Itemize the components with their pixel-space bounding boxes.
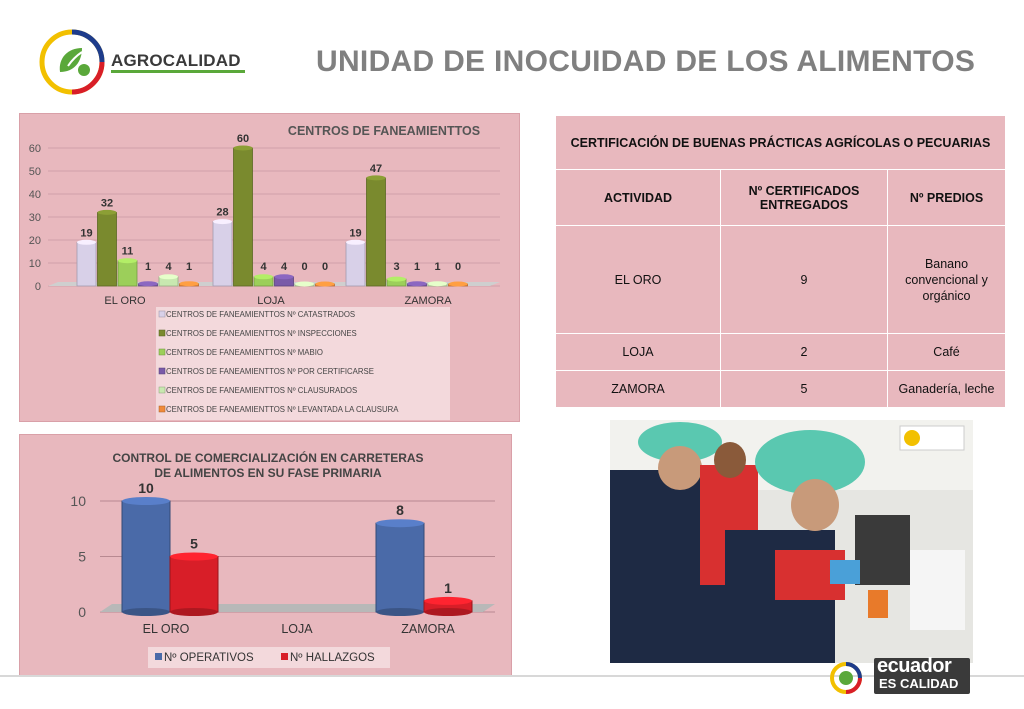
certification-table: [555, 115, 1006, 408]
chart1-y-tick-label: 40: [28, 189, 41, 201]
chart2-y-tick-label: 10: [70, 493, 86, 509]
chart2-bar-base: [122, 608, 170, 616]
table-header-predios: Nº PREDIOS: [888, 170, 1006, 226]
chart1-data-label: 32: [100, 197, 114, 210]
chart1-legend-label: CENTROS DE FANEAMIENTTOS Nº POR CERTIFICARSE: [166, 367, 374, 376]
logo-text: AGROCALIDAD: [111, 51, 241, 70]
chart1-y-tick-label: 50: [28, 166, 41, 178]
lab-inspection-photo: [610, 420, 973, 663]
chart2-bar-cap: [170, 553, 218, 561]
chart1-category-label: EL ORO: [104, 295, 146, 307]
predios-text: Banano convencional y orgánico: [905, 256, 988, 303]
chart2-bar-cap: [122, 497, 170, 505]
chart2-legend-label: Nº HALLAZGOS: [290, 652, 375, 664]
chart2-y-tick-label: 5: [78, 548, 86, 565]
chart2-data-label: 10: [138, 480, 154, 496]
chart1-data-label: 4: [260, 261, 267, 273]
table-cell: Ganadería, leche: [888, 371, 1006, 408]
chart1-data-label: 4: [165, 261, 172, 273]
chart1-legend-label: CENTROS DE FANEAMIENTTOS Nº INSPECCIONES: [166, 329, 357, 338]
chart1-category-label: ZAMORA: [404, 295, 452, 307]
chart1-data-label: 1: [413, 261, 421, 273]
chart2-category-label: LOJA: [281, 622, 313, 636]
chart1-title: CENTROS DE FANEAMIENTTOS: [287, 124, 481, 138]
chart1-legend-label: CENTROS DE FANEAMIENTTOS Nº LEVANTADA LA CLAUSURA: [166, 405, 399, 414]
chart1-data-label: 19: [349, 227, 362, 240]
chart1-y-tick-label: 30: [28, 212, 41, 224]
table-row: [556, 371, 1006, 408]
table-cell: LOJA: [556, 334, 721, 371]
footer-brand-line2: ES CALIDAD: [879, 676, 959, 691]
chart2-bar-cap: [424, 597, 472, 605]
chart1-data-label: 47: [369, 162, 383, 175]
chart1-legend-label: CENTROS DE FANEAMIENTTOS Nº MABIO: [166, 348, 323, 357]
chart2-data-label: 1: [444, 579, 452, 596]
chart2-title-line1: CONTROL DE COMERCIALIZACIÓN EN CARRETERAS: [112, 451, 424, 465]
chart1-data-label: 0: [321, 261, 329, 273]
table-title: CERTIFICACIÓN DE BUENAS PRÁCTICAS AGRÍCOLAS O PECUARIAS: [556, 116, 1006, 170]
table-header-actividad: ACTIVIDAD: [556, 170, 721, 226]
chart1-y-tick-label: 20: [28, 235, 41, 247]
chart1-category-label: LOJA: [257, 295, 285, 307]
table-row: [556, 334, 1006, 371]
lab-inspection-image-icon: [610, 420, 973, 663]
chart1-y-tick-label: 0: [34, 281, 41, 293]
table-row: [556, 226, 1006, 334]
chart2-y-tick-label: 0: [78, 604, 86, 620]
chart2-legend-swatch: [281, 653, 288, 660]
chart2-bar-base: [424, 608, 472, 616]
table-cell: EL ORO: [556, 226, 721, 334]
chart1-data-label: 11: [121, 245, 134, 258]
table-cell: 2: [721, 334, 888, 371]
chart1-data-label: 60: [236, 133, 250, 145]
table-cell: Café: [888, 334, 1006, 371]
chart1-data-label: 1: [144, 261, 152, 273]
chart2-bar-base: [376, 608, 424, 616]
chart2-bar: [122, 501, 170, 612]
chart2-bar-base: [170, 608, 218, 616]
chart1-data-label: 0: [301, 261, 308, 273]
chart2-legend-label: Nº OPERATIVOS: [164, 652, 254, 664]
chart1-legend-label: CENTROS DE FANEAMIENTTOS Nº CLAUSURADOS: [166, 386, 358, 395]
chart2-data-label: 5: [190, 535, 198, 552]
table-cell: 5: [721, 371, 888, 408]
table-header-certificados: Nº CERTIFICADOS ENTREGADOS: [721, 170, 888, 226]
chart1-data-label: 4: [280, 261, 288, 273]
chart1-y-tick-label: 60: [28, 143, 41, 155]
chart2-legend-swatch: [155, 653, 162, 660]
footer-brand-line1: ecuador: [877, 655, 952, 677]
chart1-data-label: 0: [454, 261, 462, 273]
chart2-bar: [376, 523, 424, 612]
page-title: UNIDAD DE INOCUIDAD DE LOS ALIMENTOS: [316, 45, 976, 78]
chart2-title-line2: DE ALIMENTOS EN SU FASE PRIMARIA: [154, 466, 382, 480]
chart2-category-label: ZAMORA: [401, 622, 455, 636]
chart1-data-label: 1: [185, 261, 193, 273]
chart2-bar-cap: [376, 519, 424, 527]
table-cell: [888, 226, 1006, 334]
chart2-category-label: EL ORO: [142, 622, 190, 636]
chart1-data-label: 28: [216, 206, 229, 219]
chart1-legend-label: CENTROS DE FANEAMIENTTOS Nº CATASTRADOS: [166, 310, 356, 319]
table-cell: ZAMORA: [556, 371, 721, 408]
table-cell: 9: [721, 226, 888, 334]
chart2-data-label: 8: [396, 502, 404, 519]
chart2-bar: [170, 557, 218, 613]
chart1-data-label: 19: [80, 227, 93, 240]
chart1-data-label: 3: [393, 261, 400, 273]
chart1-y-tick-label: 10: [28, 258, 41, 270]
chart1-data-label: 1: [434, 261, 441, 273]
